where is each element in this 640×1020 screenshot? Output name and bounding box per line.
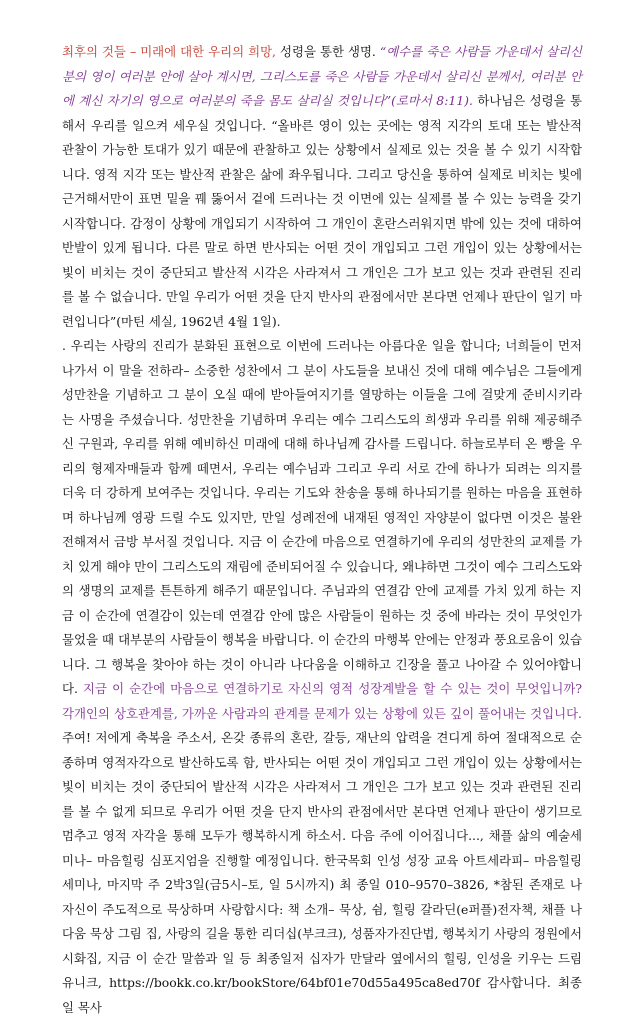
section-title: 최후의 것들 – 미래에 대한 우리의 희망,	[62, 44, 276, 59]
scripture-quote: “예수를 죽은 사람들 가운데서 살리신 분의 영이 여러분 안에 살아 계시면, 그리스도를 죽은 사람들 가운데서 살리신 분께서, 여러분 안에 계신 자기의 영으로 여러분의 죽을 몸도 살리실 것입니다”(로마서 8:11).	[62, 44, 582, 108]
closing-text: 주여! 저에게 축복을 주소서, 온갖 종류의 혼란, 갈등, 재난의 압력을 견디게 하여 절대적으로 순종하며 영적자각으로 발산하도록 함, 반사되는 어떤 것이 개입되고 그런 개입이 있는 상황에서는 빛이 비치는 것이 중단되어 발산적 시각은 사라져서 그 개인은 그가 보고 있는 것과 관련된 진리를 볼 수 없게 되므로 우리가 어떤 것을 단지 반사의 관점에서만 본다면 언제나 판단이 생기므로 멈추고 영적 자각을 통해 모두가 행복하시게 하소서. 다음 주에 이어집니다..., 채플 삶의 예술세미나– 마음힐링 심포지엄을 진행할 예정입니다. 한국목회 인성 성장 교육 아트세라피– 마음힐링 세미나, 마지막 주 2박3일(금5시–토, 일 5시까지) 최 종일 010–9570–3826, *참된 존재로 나 자신이 주도적으로 묵상하며 사랑합시다: 책 소개– 묵상, 쉼, 힐링 갈라딘(e퍼플)전자책, 채플 나다움 묵상 그림 집, 사랑의 길을 통한 리더십(부크크), 성품자가진단법, 행복치기 사랑의 정원에서 시화집, 지금 이 순간 말씀과 일 등 최종일저 십자가 만달라 옆에서의 힐링, 인성을 키우는 드림 유니크, https://bookk.co.kr/bookStore/64bf01e70d55a495ca8ed70f 감사합니다. 최종일 목사	[62, 730, 582, 1015]
intro-body: 하나님은 성령을 통해서 우리를 일으켜 세우실 것입니다. “올바른 영이 있는 곳에는 영적 지각의 토대 또는 발산적 관찰이 가능한 토대가 있기 때문에 관찰하고 있는 상황에서 실제로 있는 것을 볼 수 있기 시작합니다. 영적 지각 또는 발산적 관찰은 삶에 좌우됩니다. 그리고 당신을 통하여 실제로 비치는 빛에 근거해서만이 표면 밑을 꿰 뚫어서 겉에 드러나는 것 이면에 있는 실제를 볼 수 있는 능력을 갖기 시작합니다. 감정이 상황에 개입되기 시작하여 그 개인이 혼란스러워지면 밖에 있는 것에 대하여 반발이 있게 됩니다. 다른 말로 하면 반사되는 어떤 것이 개입되고 그런 개입이 있는 상황에서는 빛이 비치는 것이 중단되고 발산적 시각은 사라져서 그 개인은 그가 보고 있는 것과 관련된 진리를 볼 수 없습니다. 만일 우리가 어떤 것을 단지 반사의 관점에서만 본다면 언제나 판단이 일기 마련입니다”(마틴 세실, 1962년 4월 1일).	[62, 93, 583, 329]
main-body: . 우리는 사랑의 진리가 분화된 표현으로 이번에 드러나는 아름다운 일을 합니다; 너희들이 먼저 나가서 이 말을 전하라– 소중한 성찬에서 그 분이 사도들을 보내신 것에 대해 예수님은 그들에게 성만찬을 기념하고 그 분이 오실 때에 받아들여지기를 열망하는 이들을 그에 걸맞게 준비시키라는 사명을 주셨습니다. 성만찬을 기념하며 우리는 예수 그리스도의 희생과 우리를 위해 제공해주신 구원과, 우리를 위해 예비하신 미래에 대해 하나님께 감사를 드립니다. 하늘로부터 온 빵을 우리의 형제자매들과 함께 떼면서, 우리는 예수님과 그리고 우리 서로 간에 하나가 되려는 의지를 더욱 더 강하게 보여주는 것입니다. 우리는 기도와 찬송을 통해 하나되기를 원하는 마음을 표현하며 하나님께 영광 드릴 수도 있지만, 만일 성례전에 내재된 영적인 자양분이 없다면 이것은 불완전해져서 금방 부서질 것입니다. 지금 이 순간에 마음으로 연결하기에 우리의 성만찬의 교제를 가치 있게 해야 만이 그리스도의 재림에 준비되어질 수 있습니다, 왜냐하면 그것이 예수 그리스도와의 생명의 교제를 튼튼하게 해주기 때문입니다. 주님과의 연결감 안에 교제를 가치 있게 하는 지금 이 순간에 연결감이 있는데 연결감 안에 많은 사람들이 원하는 것 중에 바라는 것이 무엇인가 물었을 때 대부분의 사람들이 행복을 바랍니다. 이 순간의 마행복 안에는 안정과 풍요로움이 있습니다. 그 행복을 찾아야 하는 것이 아니라 나다움을 이해하고 긴장을 풀고 나아갈 수 있어야합니다.	[62, 338, 582, 696]
paragraph-main	[62, 334, 582, 1020]
highlight-question: 지금 이 순간에 마음으로 연결하기로 자신의 영적 성장계발을 할 수 있는 것이 무엇입니까? 각개인의 상호관계를, 가까운 사람과의 관계를 문제가 있는 상황에 있든 깊이 풀어내는 것입니다.	[62, 681, 582, 721]
paragraph-intro	[62, 40, 582, 334]
intro-lead: 성령을 통한 생명.	[275, 44, 380, 59]
document-page	[62, 40, 582, 1020]
